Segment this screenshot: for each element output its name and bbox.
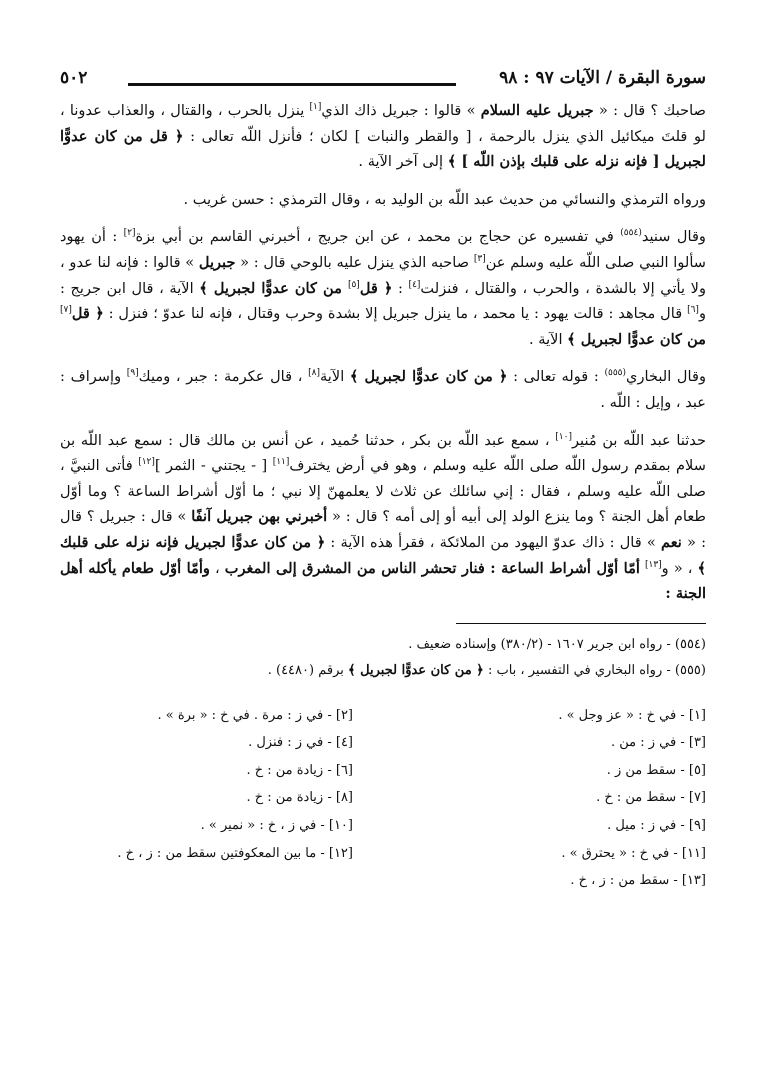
text: : أن يهود سألوا النبي صلى اللّه عليه وسلم عن: [60, 228, 706, 271]
text: :: [392, 279, 409, 297]
footnote-ref: [١]: [309, 102, 322, 113]
text: » قال : ذاك عدوّ اليهود من الملائكة ، فقرأ هذه الآية :: [325, 533, 661, 551]
footnote-ref: [١٠]: [555, 431, 572, 442]
quran-verse: ﴿ قل من كان عدوًّا لجبريل [ فإنه نزله على قلبك بإذن اللّه ] ﴾: [60, 127, 706, 171]
text: إلى آخر الآية .: [358, 153, 448, 171]
footnote-ref: [٩]: [126, 368, 139, 379]
text: فأتى النبيَّ ، صلى اللّه عليه وسلم ، فقال : إني سائلك عن ثلاث لا يعلمهنّ إلا نبي ؛ ما أوّل أشراط الساعة ؟ وما أوّل طعام أهل الجنة ؟ وما ينزع الولد إلى أبيه أو إلى أمه ؟ قال : «: [60, 457, 706, 526]
footnote-ref: [٨]: [308, 368, 320, 379]
text: وقال البخاري: [626, 368, 706, 386]
quran-verse: ﴿ من كان عدوًّا لجبريل فإنه نزله على قلبك ﴾: [60, 533, 706, 577]
quran-verse: من كان عدوًّا لجبريل ﴾: [567, 330, 706, 348]
footnote-ref: [٢]: [123, 228, 136, 239]
footnote-ref: [٥]: [347, 279, 360, 290]
text: الآية: [319, 368, 350, 386]
source-note-554: (٥٥٤) - رواه ابن جرير ١٦٠٧ - (٣٨٠/٢) وإسناده ضعيف .: [408, 636, 706, 652]
paragraph-3: [60, 224, 706, 352]
text: (٥٥٥) - رواه البخاري في التفسير ، باب :: [483, 662, 706, 678]
text: ينزل بالحرب ، والقتال ، والعذاب عدونا ، لو قلتَ ميكائيل الذي ينزل بالرحمة ، [ والقطر والنبات ] لكان ؛ فأنزل اللّه تعالى :: [60, 102, 706, 145]
text: ورواه الترمذي والنسائي من حديث عبد اللّه بن الوليد به ، وقال الترمذي : حسن غريب .: [183, 190, 706, 208]
text: : قوله تعالى :: [507, 368, 605, 386]
text: صاحبه الذي ينزل عليه بالوحي قال : «: [235, 253, 474, 271]
source-ref: (٥٥٥): [604, 368, 627, 379]
bold-text: أمّا أوّل أشراط الساعة : فنار تحشر الناس من المشرق إلى المغرب: [224, 559, 640, 577]
source-footnotes: [60, 632, 706, 684]
bold-text: جبريل: [198, 253, 236, 271]
text: [ - يجتني - الثمر ]: [154, 457, 273, 475]
text: برقم (٤٤٨٠) .: [267, 662, 348, 678]
footnote-divider: [456, 623, 706, 624]
text: قال مجاهد : قالت يهود : يا محمد ، ما ينزل جبريل إلا بشدة وحرب وقتال ، فإنه لنا عدوّ ؛ فنزل :: [103, 305, 688, 323]
quran-verse: من كان عدوًّا لجبريل ﴾: [199, 279, 348, 297]
main-text: [60, 98, 706, 607]
footnote-ref: [٣]: [473, 254, 486, 265]
note-9: [٩] - في ز : ميل .: [607, 818, 706, 834]
bold-text: أخبرني بهن جبريل آنفًا: [191, 508, 328, 526]
page: [60, 62, 706, 895]
note-2: [٢] - في ز : مرة . في خ : « برة » .: [157, 707, 353, 723]
paragraph-5: [60, 428, 706, 607]
text: الآية .: [528, 330, 568, 348]
text: ، سمع عبد اللّه بن بكر ، حدثنا حُميد ، عن أنس بن مالك قال : سمع عبد اللّه بن سلام بمقدم رسول اللّه صلى اللّه عليه وسلم ، وهو في أرض يخترف: [60, 431, 706, 475]
quran-verse: ﴿ من كان عدوًّا لجبريل ﴾: [348, 662, 484, 678]
note-8: [٨] - زيادة من : خ .: [246, 790, 353, 806]
note-3: [٣] - في ز : من .: [610, 735, 706, 751]
note-7: [٧] - سقط من : خ .: [596, 790, 706, 806]
bold-text: جبريل عليه السلام: [480, 102, 594, 119]
text: ،: [209, 559, 225, 577]
text: » قالوا : فإنه لنا عدو ، ولا يأتي إلا بالشدة ، والحرب ، والقتال ، فنزلت: [60, 253, 706, 297]
quran-verse: ﴿ من كان عدوًّا لجبريل ﴾: [349, 368, 508, 386]
paragraph-2: [60, 187, 706, 213]
note-13: [١٣] - سقط من : ز ، خ .: [570, 873, 706, 889]
text: وقال سنيد: [641, 228, 706, 246]
running-title: سورة البقرة / الآيات ٩٧ : ٩٨: [499, 68, 706, 88]
note-6: [٦] - زيادة من : خ .: [246, 762, 353, 778]
note-11: [١١] - في خ : « يحترق » .: [561, 845, 706, 861]
bold-text: نعم: [661, 533, 682, 551]
variant-notes: [60, 702, 706, 895]
paragraph-4: [60, 364, 706, 415]
bold-text: وأمّا أوّل طعام يأكله أهل الجنة :: [60, 559, 706, 603]
text: » قالوا : جبريل ذاك الذي: [321, 102, 481, 119]
text: ، « و: [661, 559, 698, 577]
note-10: [١٠] - في ز ، خ : « نمير » .: [200, 818, 353, 834]
header-rule: [128, 83, 456, 86]
quran-verse: ﴿ قل: [359, 279, 393, 297]
text: في تفسيره عن حجاج بن محمد ، عن ابن جريج ، أخبرني القاسم بن أبي بزة: [135, 228, 621, 246]
footnote-ref: [١٢]: [138, 457, 155, 468]
quran-verse: ﴿ قل: [71, 305, 104, 323]
footnote-ref: [٤]: [408, 279, 421, 290]
paragraph-1: [60, 98, 706, 175]
text: وإسراف : عبد ، وإيل : اللّه .: [60, 368, 706, 411]
text: ، قال عكرمة : جبر ، وميك: [138, 368, 309, 386]
text: الآية ، قال ابن جريج : و: [60, 279, 706, 323]
note-12: [١٢] - ما بين المعكوفتين سقط من : ز ، خ .: [117, 845, 353, 861]
footnote-ref: [١٣]: [644, 559, 662, 570]
source-note-555: [60, 658, 706, 684]
footnote-ref: [٦]: [687, 305, 699, 316]
source-ref: (٥٥٤): [620, 228, 642, 239]
note-4: [٤] - في ز : فنزل .: [248, 735, 353, 751]
note-5: [٥] - سقط من ز .: [606, 762, 706, 778]
text: » قال : جبريل ؟ قال : «: [60, 508, 707, 551]
footnote-ref: [١١]: [272, 457, 290, 468]
page-number: ٥٠٢: [60, 68, 88, 88]
page-header: [60, 62, 706, 98]
note-1: [١] - في خ : « عز وجل » .: [558, 707, 706, 723]
footnote-ref: [٧]: [60, 305, 72, 316]
text: صاحبك ؟ قال : «: [593, 102, 706, 119]
text: حدثنا عبد اللّه بن مُنير: [571, 431, 706, 449]
